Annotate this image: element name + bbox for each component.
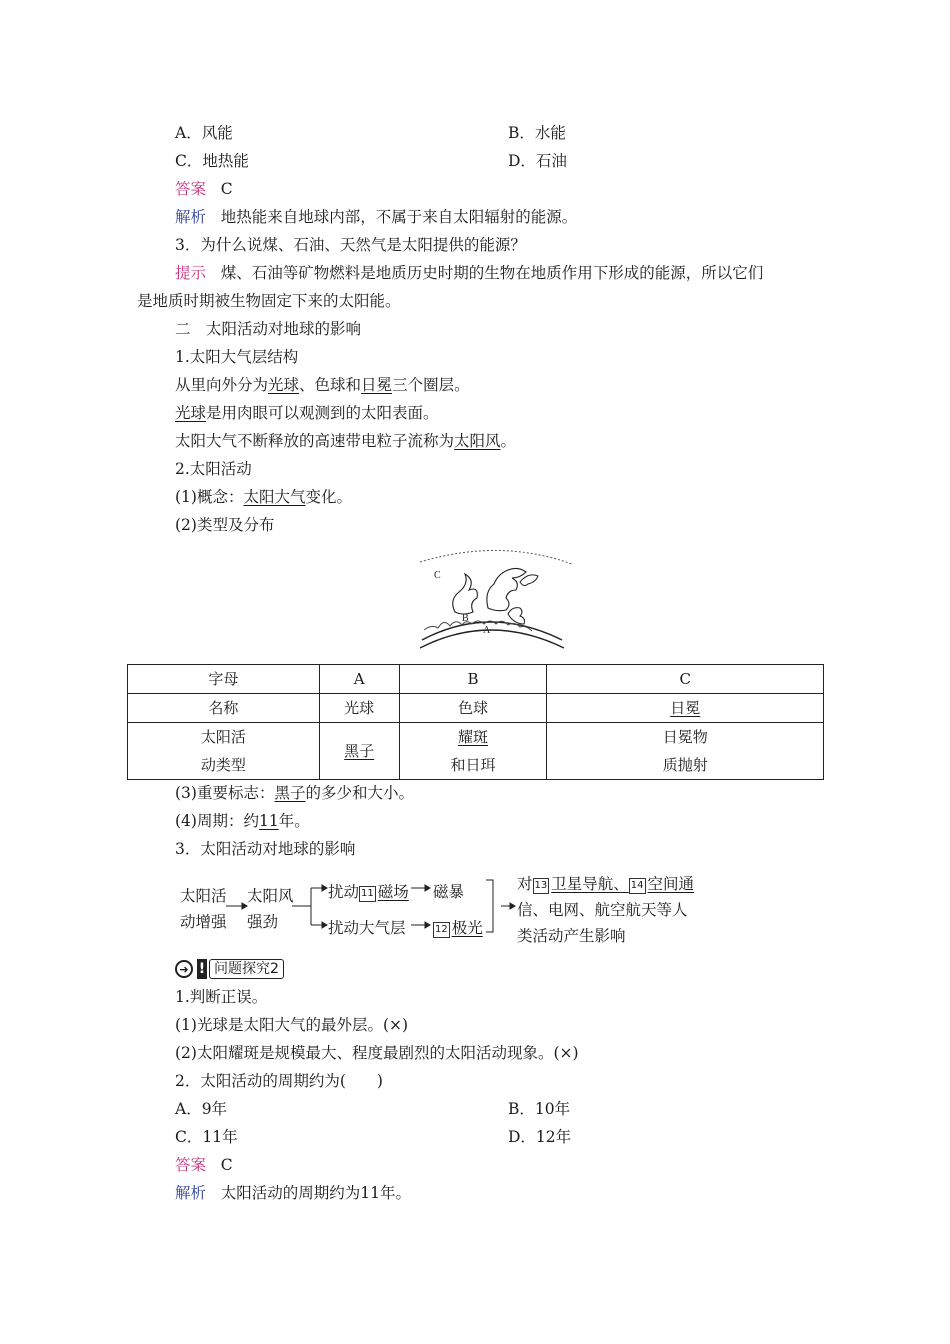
blank-photosphere: 光球	[268, 376, 300, 394]
answer-value: C	[220, 1156, 233, 1174]
option-c: C．地热能	[175, 152, 249, 170]
text: (4)周期：约	[175, 812, 259, 830]
blank-magnetic: 磁场	[377, 883, 409, 901]
flow-start-2: 动增强	[180, 913, 227, 931]
blank-flare: 耀斑	[457, 728, 488, 746]
text: 从里向外分为	[175, 376, 269, 394]
q2-analysis-line	[175, 1183, 411, 1203]
text: 扰动大气层	[328, 919, 406, 937]
text: 变化。	[305, 488, 352, 506]
hint-text-1: 煤、石油等矿物燃料是地质历史时期的生物在地质作用下形成的能源，所以它们	[220, 264, 764, 282]
header-letter: 字母	[128, 665, 320, 694]
blank-photosphere-2: 光球	[175, 404, 207, 422]
text: 是用肉眼可以观测到的太阳表面。	[206, 404, 439, 422]
number-13: 13	[533, 878, 550, 894]
blank-eleven: 11	[258, 812, 279, 830]
analysis-text: 太阳活动的周期约为11年。	[220, 1184, 412, 1202]
judge-title: 1.判断正误。	[175, 988, 268, 1006]
text: 太阳活	[200, 728, 246, 746]
blank-sunspot: 黑子	[344, 742, 375, 760]
number-11: 11	[359, 886, 376, 902]
analysis-label: 解析	[175, 208, 207, 226]
blank-solar-wind: 太阳风	[454, 432, 501, 450]
blank-space-comm: 空间通	[647, 875, 695, 893]
blank-aurora: 极光	[451, 919, 483, 937]
judge-item-2: (2)太阳耀斑是规模最大、程度最剧烈的太阳活动现象。(×)	[175, 1044, 579, 1062]
blank-navigation: 卫星导航、	[551, 875, 629, 893]
label-a: A	[483, 625, 491, 636]
subsection-3-title: 3．太阳活动对地球的影响	[175, 840, 356, 858]
subsection-2-title: 2.太阳活动	[175, 460, 252, 478]
q2-answer-line	[175, 1155, 233, 1175]
question-2: 2．太阳活动的周期约为( )	[175, 1072, 383, 1090]
text: 动类型	[200, 756, 246, 774]
text: 扰动	[328, 883, 360, 901]
arrow-right-icon: ➜	[175, 960, 193, 978]
option-a: A．风能	[175, 124, 233, 142]
number-14: 14	[629, 878, 646, 894]
q2-option-c: C．11年	[175, 1128, 238, 1146]
explore-badge	[175, 958, 284, 980]
option-d: D．石油	[508, 152, 567, 170]
flow-start-1: 太阳活	[180, 887, 227, 905]
flow-wind-2: 强劲	[247, 913, 279, 931]
q2-option-b: B．10年	[508, 1100, 571, 1118]
text: 。	[500, 432, 517, 450]
subsection-1-title: 1.太阳大气层结构	[175, 348, 299, 366]
section-title: 二 太阳活动对地球的影响	[175, 320, 362, 338]
option-b: B．水能	[508, 124, 566, 142]
blank-corona-cell: 日冕	[670, 699, 701, 717]
name-a: 光球	[319, 694, 399, 723]
question-3: 3．为什么说煤、石油、天然气是太阳提供的能源？	[175, 236, 526, 254]
exclamation-icon: !	[198, 961, 206, 977]
text: 对	[517, 875, 533, 893]
analysis-text: 地热能来自地球内部，不属于来自太阳辐射的能源。	[220, 208, 578, 226]
q2-option-a: A．9年	[175, 1100, 228, 1118]
header-b: B	[399, 665, 547, 694]
text: 、色球和	[299, 376, 362, 394]
analysis-label: 解析	[175, 1184, 207, 1202]
number-12: 12	[433, 922, 450, 938]
answer-label: 答案	[175, 1156, 207, 1174]
flow-wind-1: 太阳风	[247, 887, 294, 905]
label-b: B	[462, 613, 469, 624]
explore-label: 问题探究2	[209, 959, 284, 979]
text: 三个圈层。	[392, 376, 470, 394]
text: 年。	[278, 812, 310, 830]
q2-option-d: D．12年	[508, 1128, 572, 1146]
blank-sunspot-2: 黑子	[274, 784, 306, 802]
header-a: A	[319, 665, 399, 694]
answer-value: C	[220, 180, 233, 198]
text: 太阳大气不断释放的高速带电粒子流称为	[175, 432, 455, 450]
text: (3)重要标志：	[175, 784, 275, 802]
label-c: C	[434, 570, 441, 581]
text: 信、电网、航空航天等人	[517, 901, 688, 919]
blank-corona: 日冕	[361, 376, 393, 394]
blank-atmosphere: 太阳大气	[243, 488, 306, 506]
hint-line-2: 是地质时期被生物固定下来的太阳能。	[137, 292, 401, 310]
judge-item-1: (1)光球是太阳大气的最外层。(×)	[175, 1016, 409, 1034]
text: 日冕物	[662, 728, 708, 746]
answer-label: 答案	[175, 180, 207, 198]
text: 质抛射	[662, 756, 708, 774]
name-b: 色球	[399, 694, 547, 723]
text: (1)概念：	[175, 488, 244, 506]
header-c: C	[547, 665, 824, 694]
types-title: (2)类型及分布	[175, 516, 275, 534]
flow-result-3: 类活动产生影响	[517, 927, 626, 945]
text: 的多少和大小。	[305, 784, 414, 802]
text: 和日珥	[450, 756, 496, 774]
name-label: 名称	[128, 694, 320, 723]
flow-storm: 磁暴	[433, 883, 465, 901]
hint-label: 提示	[175, 264, 207, 282]
